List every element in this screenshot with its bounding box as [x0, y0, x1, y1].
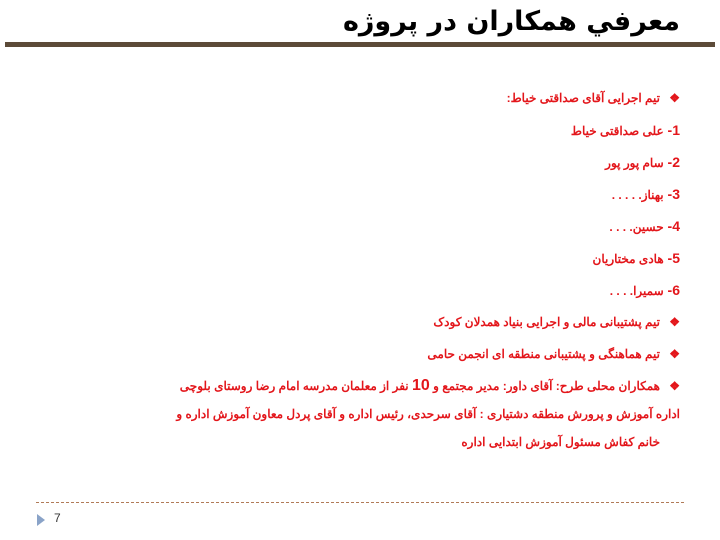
title-underline-bar — [5, 42, 715, 47]
team-exec-heading: تیم اجرایی آقای صداقتی خیاط: — [506, 91, 660, 105]
coordination-team-text: تیم هماهنگی و پشتیبانی منطقه ای انجمن حامی — [427, 347, 660, 361]
local-partners-line-3: خانم کفاش مسئول آموزش ابتدایی اداره — [461, 435, 660, 449]
support-team-text: تیم پشتیبانی مالی و اجرایی بنیاد همدلان کودک — [433, 315, 660, 329]
diamond-bullet-icon: ❖ — [669, 379, 680, 393]
page-arrow-icon — [37, 514, 45, 526]
member-item: 4- حسین. . . . — [609, 218, 680, 234]
member-name: سمیرا. . . . — [609, 284, 664, 298]
member-number: 5 — [672, 250, 680, 266]
page-number: 7 — [54, 511, 61, 525]
bullet-local-partners — [40, 378, 680, 406]
diamond-bullet-icon: ❖ — [669, 91, 680, 105]
member-name: سام پور پور — [605, 156, 664, 170]
bullet-support-team — [40, 314, 680, 346]
local-partners-suffix: نفر از معلمان مدرسه امام رضا روستای بلوچی — [179, 379, 409, 393]
member-name: هادی مختاریان — [592, 252, 664, 266]
slide-content — [40, 90, 680, 462]
bullet-team-exec — [40, 90, 680, 122]
member-name: حسین. . . . — [609, 220, 664, 234]
member-item: 2- سام پور پور — [605, 154, 680, 170]
bullet-coordination-team — [40, 346, 680, 378]
diamond-bullet-icon: ❖ — [669, 315, 680, 329]
footer-divider — [36, 502, 684, 503]
local-partners-count: 10 — [411, 377, 430, 394]
member-number: 6 — [672, 282, 680, 298]
member-name: بهناز. . . . . — [611, 188, 664, 202]
local-partners-line-2: اداره آموزش و پرورش منطقه دشتیاری : آقای سرحدی، رئیس اداره و آقای پردل معاون آموزش اداره و — [176, 407, 680, 421]
local-partners-prefix: همکاران محلی طرح: آقای داور: مدیر مجتمع و — [433, 379, 660, 393]
member-number: 1 — [672, 122, 680, 138]
member-item: 6- سمیرا. . . . — [609, 282, 680, 298]
diamond-bullet-icon: ❖ — [669, 347, 680, 361]
member-name: علی صداقتی خیاط — [570, 124, 664, 138]
member-number: 4 — [672, 218, 680, 234]
member-item: 1- علی صداقتی خیاط — [570, 122, 680, 138]
member-item: 5- هادی مختاریان — [592, 250, 680, 266]
member-item: 3- بهناز. . . . . — [611, 186, 680, 202]
member-number: 2 — [672, 154, 680, 170]
member-number: 3 — [672, 186, 680, 202]
slide-title: معرفي همكاران در پروژه — [342, 6, 680, 37]
